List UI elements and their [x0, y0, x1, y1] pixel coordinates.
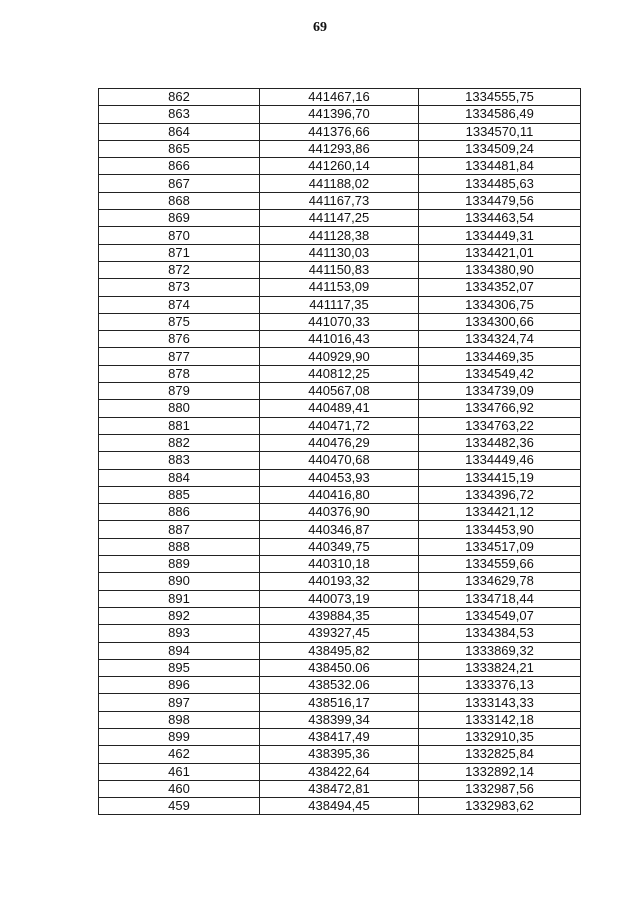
y-coordinate-cell: 1334517,09: [419, 538, 581, 555]
table-row: [99, 313, 581, 330]
point-number-cell: 885: [99, 486, 260, 503]
table-row: [99, 728, 581, 745]
table-row: [99, 452, 581, 469]
y-coordinate-cell: 1333143,33: [419, 694, 581, 711]
x-coordinate-cell: 440346,87: [260, 521, 419, 538]
x-coordinate-cell: 438495,82: [260, 642, 419, 659]
point-number-cell: 897: [99, 694, 260, 711]
x-coordinate-cell: 441188,02: [260, 175, 419, 192]
point-number-cell: 460: [99, 780, 260, 797]
y-coordinate-cell: 1332983,62: [419, 798, 581, 815]
y-coordinate-cell: 1332892,14: [419, 763, 581, 780]
x-coordinate-cell: 440812,25: [260, 365, 419, 382]
x-coordinate-cell: 438450.06: [260, 659, 419, 676]
x-coordinate-cell: 441016,43: [260, 331, 419, 348]
point-number-cell: 880: [99, 400, 260, 417]
x-coordinate-cell: 438417,49: [260, 728, 419, 745]
table-row: [99, 106, 581, 123]
point-number-cell: 895: [99, 659, 260, 676]
y-coordinate-cell: 1334763,22: [419, 417, 581, 434]
x-coordinate-cell: 441130,03: [260, 244, 419, 261]
y-coordinate-cell: 1334586,49: [419, 106, 581, 123]
x-coordinate-cell: 440453,93: [260, 469, 419, 486]
point-number-cell: 870: [99, 227, 260, 244]
y-coordinate-cell: 1332910,35: [419, 728, 581, 745]
y-coordinate-cell: 1334415,19: [419, 469, 581, 486]
x-coordinate-cell: 440073,19: [260, 590, 419, 607]
table-row: [99, 175, 581, 192]
point-number-cell: 882: [99, 434, 260, 451]
table-row: [99, 711, 581, 728]
point-number-cell: 869: [99, 210, 260, 227]
page-number: 69: [313, 20, 327, 35]
x-coordinate-cell: 440470,68: [260, 452, 419, 469]
table-row: [99, 210, 581, 227]
x-coordinate-cell: 441467,16: [260, 89, 419, 106]
y-coordinate-cell: 1334718,44: [419, 590, 581, 607]
table-row: [99, 365, 581, 382]
table-row: [99, 400, 581, 417]
x-coordinate-cell: 441150,83: [260, 261, 419, 278]
y-coordinate-cell: 1334570,11: [419, 123, 581, 140]
point-number-cell: 876: [99, 331, 260, 348]
y-coordinate-cell: 1334739,09: [419, 383, 581, 400]
y-coordinate-cell: 1334481,84: [419, 158, 581, 175]
x-coordinate-cell: 438532.06: [260, 677, 419, 694]
y-coordinate-cell: 1334629,78: [419, 573, 581, 590]
x-coordinate-cell: 440567,08: [260, 383, 419, 400]
y-coordinate-cell: 1334549,07: [419, 607, 581, 624]
table-row: [99, 348, 581, 365]
table-row: [99, 504, 581, 521]
point-number-cell: 889: [99, 556, 260, 573]
y-coordinate-cell: 1334352,07: [419, 279, 581, 296]
table-row: [99, 434, 581, 451]
table-row: [99, 158, 581, 175]
y-coordinate-cell: 1332987,56: [419, 780, 581, 797]
x-coordinate-cell: 439327,45: [260, 625, 419, 642]
point-number-cell: 863: [99, 106, 260, 123]
x-coordinate-cell: 440193,32: [260, 573, 419, 590]
y-coordinate-cell: 1334384,53: [419, 625, 581, 642]
x-coordinate-cell: 438399,34: [260, 711, 419, 728]
x-coordinate-cell: 440349,75: [260, 538, 419, 555]
point-number-cell: 881: [99, 417, 260, 434]
point-number-cell: 883: [99, 452, 260, 469]
table-row: [99, 417, 581, 434]
point-number-cell: 879: [99, 383, 260, 400]
point-number-cell: 890: [99, 573, 260, 590]
x-coordinate-cell: 438422,64: [260, 763, 419, 780]
y-coordinate-cell: 1334559,66: [419, 556, 581, 573]
table-row: [99, 659, 581, 676]
table-row: [99, 573, 581, 590]
y-coordinate-cell: 1333869,32: [419, 642, 581, 659]
x-coordinate-cell: 440376,90: [260, 504, 419, 521]
point-number-cell: 891: [99, 590, 260, 607]
x-coordinate-cell: 441128,38: [260, 227, 419, 244]
table-row: [99, 244, 581, 261]
point-number-cell: 868: [99, 192, 260, 209]
y-coordinate-cell: 1333376,13: [419, 677, 581, 694]
y-coordinate-cell: 1334555,75: [419, 89, 581, 106]
table-row: [99, 192, 581, 209]
x-coordinate-cell: 438472,81: [260, 780, 419, 797]
x-coordinate-cell: 441376,66: [260, 123, 419, 140]
point-number-cell: 886: [99, 504, 260, 521]
x-coordinate-cell: 441070,33: [260, 313, 419, 330]
y-coordinate-cell: 1334449,46: [419, 452, 581, 469]
coordinates-table-body: [99, 89, 581, 815]
point-number-cell: 874: [99, 296, 260, 313]
table-row: [99, 521, 581, 538]
x-coordinate-cell: 440476,29: [260, 434, 419, 451]
x-coordinate-cell: 440416,80: [260, 486, 419, 503]
table-row: [99, 746, 581, 763]
point-number-cell: 867: [99, 175, 260, 192]
y-coordinate-cell: 1334449,31: [419, 227, 581, 244]
table-row: [99, 123, 581, 140]
x-coordinate-cell: 441260,14: [260, 158, 419, 175]
point-number-cell: 864: [99, 123, 260, 140]
y-coordinate-cell: 1332825,84: [419, 746, 581, 763]
table-row: [99, 469, 581, 486]
y-coordinate-cell: 1334479,56: [419, 192, 581, 209]
table-row: [99, 279, 581, 296]
point-number-cell: 866: [99, 158, 260, 175]
point-number-cell: 461: [99, 763, 260, 780]
point-number-cell: 865: [99, 140, 260, 157]
point-number-cell: 875: [99, 313, 260, 330]
y-coordinate-cell: 1334549,42: [419, 365, 581, 382]
table-row: [99, 296, 581, 313]
x-coordinate-cell: 438395,36: [260, 746, 419, 763]
x-coordinate-cell: 438494,45: [260, 798, 419, 815]
point-number-cell: 898: [99, 711, 260, 728]
point-number-cell: 888: [99, 538, 260, 555]
y-coordinate-cell: 1334485,63: [419, 175, 581, 192]
point-number-cell: 878: [99, 365, 260, 382]
point-number-cell: 887: [99, 521, 260, 538]
y-coordinate-cell: 1334766,92: [419, 400, 581, 417]
table-row: [99, 677, 581, 694]
y-coordinate-cell: 1334463,54: [419, 210, 581, 227]
table-row: [99, 538, 581, 555]
table-row: [99, 556, 581, 573]
point-number-cell: 896: [99, 677, 260, 694]
x-coordinate-cell: 441396,70: [260, 106, 419, 123]
x-coordinate-cell: 439884,35: [260, 607, 419, 624]
y-coordinate-cell: 1334482,36: [419, 434, 581, 451]
point-number-cell: 884: [99, 469, 260, 486]
y-coordinate-cell: 1334306,75: [419, 296, 581, 313]
y-coordinate-cell: 1334396,72: [419, 486, 581, 503]
point-number-cell: 862: [99, 89, 260, 106]
x-coordinate-cell: 440471,72: [260, 417, 419, 434]
table-row: [99, 625, 581, 642]
point-number-cell: 893: [99, 625, 260, 642]
y-coordinate-cell: 1334300,66: [419, 313, 581, 330]
point-number-cell: 871: [99, 244, 260, 261]
x-coordinate-cell: 441147,25: [260, 210, 419, 227]
x-coordinate-cell: 441117,35: [260, 296, 419, 313]
x-coordinate-cell: 440310,18: [260, 556, 419, 573]
y-coordinate-cell: 1334421,12: [419, 504, 581, 521]
y-coordinate-cell: 1334421,01: [419, 244, 581, 261]
table-row: [99, 607, 581, 624]
point-number-cell: 459: [99, 798, 260, 815]
table-row: [99, 486, 581, 503]
coordinates-table: [98, 88, 581, 815]
table-row: [99, 89, 581, 106]
y-coordinate-cell: 1334453,90: [419, 521, 581, 538]
point-number-cell: 899: [99, 728, 260, 745]
y-coordinate-cell: 1333824,21: [419, 659, 581, 676]
point-number-cell: 873: [99, 279, 260, 296]
point-number-cell: 892: [99, 607, 260, 624]
y-coordinate-cell: 1334469,35: [419, 348, 581, 365]
table-row: [99, 642, 581, 659]
y-coordinate-cell: 1334380,90: [419, 261, 581, 278]
y-coordinate-cell: 1334324,74: [419, 331, 581, 348]
table-row: [99, 590, 581, 607]
table-row: [99, 780, 581, 797]
y-coordinate-cell: 1334509,24: [419, 140, 581, 157]
table-row: [99, 763, 581, 780]
x-coordinate-cell: 438516,17: [260, 694, 419, 711]
point-number-cell: 872: [99, 261, 260, 278]
x-coordinate-cell: 441167,73: [260, 192, 419, 209]
x-coordinate-cell: 441293,86: [260, 140, 419, 157]
x-coordinate-cell: 440929,90: [260, 348, 419, 365]
table-row: [99, 140, 581, 157]
table-row: [99, 383, 581, 400]
table-row: [99, 261, 581, 278]
y-coordinate-cell: 1333142,18: [419, 711, 581, 728]
table-row: [99, 798, 581, 815]
point-number-cell: 462: [99, 746, 260, 763]
table-row: [99, 694, 581, 711]
x-coordinate-cell: 441153,09: [260, 279, 419, 296]
table-row: [99, 331, 581, 348]
table-row: [99, 227, 581, 244]
point-number-cell: 894: [99, 642, 260, 659]
point-number-cell: 877: [99, 348, 260, 365]
x-coordinate-cell: 440489,41: [260, 400, 419, 417]
